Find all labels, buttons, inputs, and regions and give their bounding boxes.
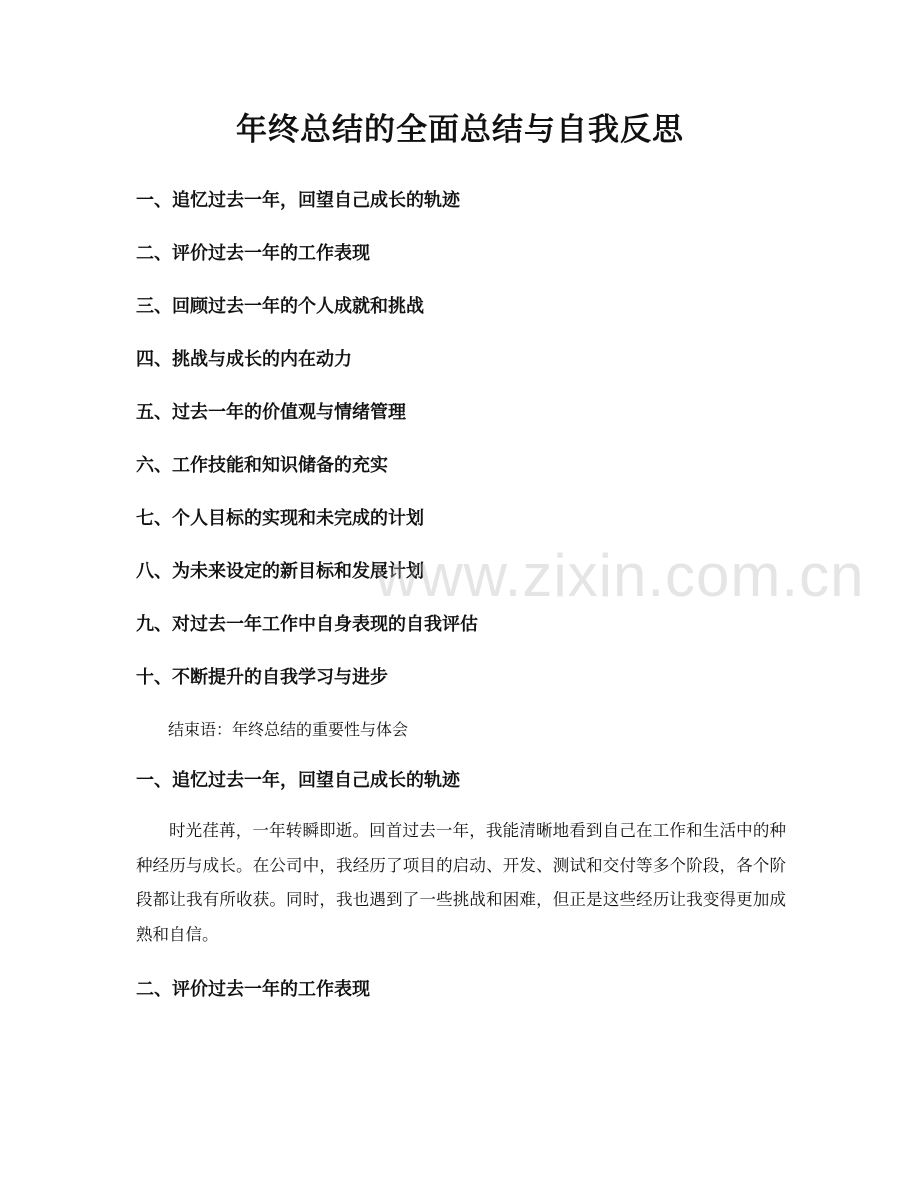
toc-item: 九、对过去一年工作中自身表现的自我评估 xyxy=(136,614,478,635)
toc-item: 六、工作技能和知识储备的充实 xyxy=(136,455,388,476)
toc-item: 三、回顾过去一年的个人成就和挑战 xyxy=(136,296,424,317)
section-heading: 二、评价过去一年的工作表现 xyxy=(136,979,370,1000)
document-title: 年终总结的全面总结与自我反思 xyxy=(236,112,684,148)
watermark: www.zixin.com.cn xyxy=(375,542,865,609)
toc-item: 五、过去一年的价值观与情绪管理 xyxy=(136,402,406,423)
section-paragraph: 时光荏苒，一年转瞬即逝。回首过去一年，我能清晰地看到自己在工作和生活中的种种经历与成长。在公司中，我经历了项目的启动、开发、测试和交付等多个阶段，各个阶段都让我有所收获。同时，我也遇到了一些挑战和困难，但正是这些经历让我变得更加成熟和自信。 xyxy=(136,821,786,944)
toc-item: 十、不断提升的自我学习与进步 xyxy=(136,667,388,688)
toc-item: 四、挑战与成长的内在动力 xyxy=(136,349,352,370)
table-of-contents xyxy=(136,184,478,714)
section-heading: 一、追忆过去一年，回望自己成长的轨迹 xyxy=(136,770,460,791)
toc-item: 二、评价过去一年的工作表现 xyxy=(136,243,370,264)
toc-item: 七、个人目标的实现和未完成的计划 xyxy=(136,508,424,529)
toc-item: 八、为未来设定的新目标和发展计划 xyxy=(136,561,424,582)
closing-remark: 结束语：年终总结的重要性与体会 xyxy=(168,720,409,739)
toc-item: 一、追忆过去一年，回望自己成长的轨迹 xyxy=(136,190,460,211)
